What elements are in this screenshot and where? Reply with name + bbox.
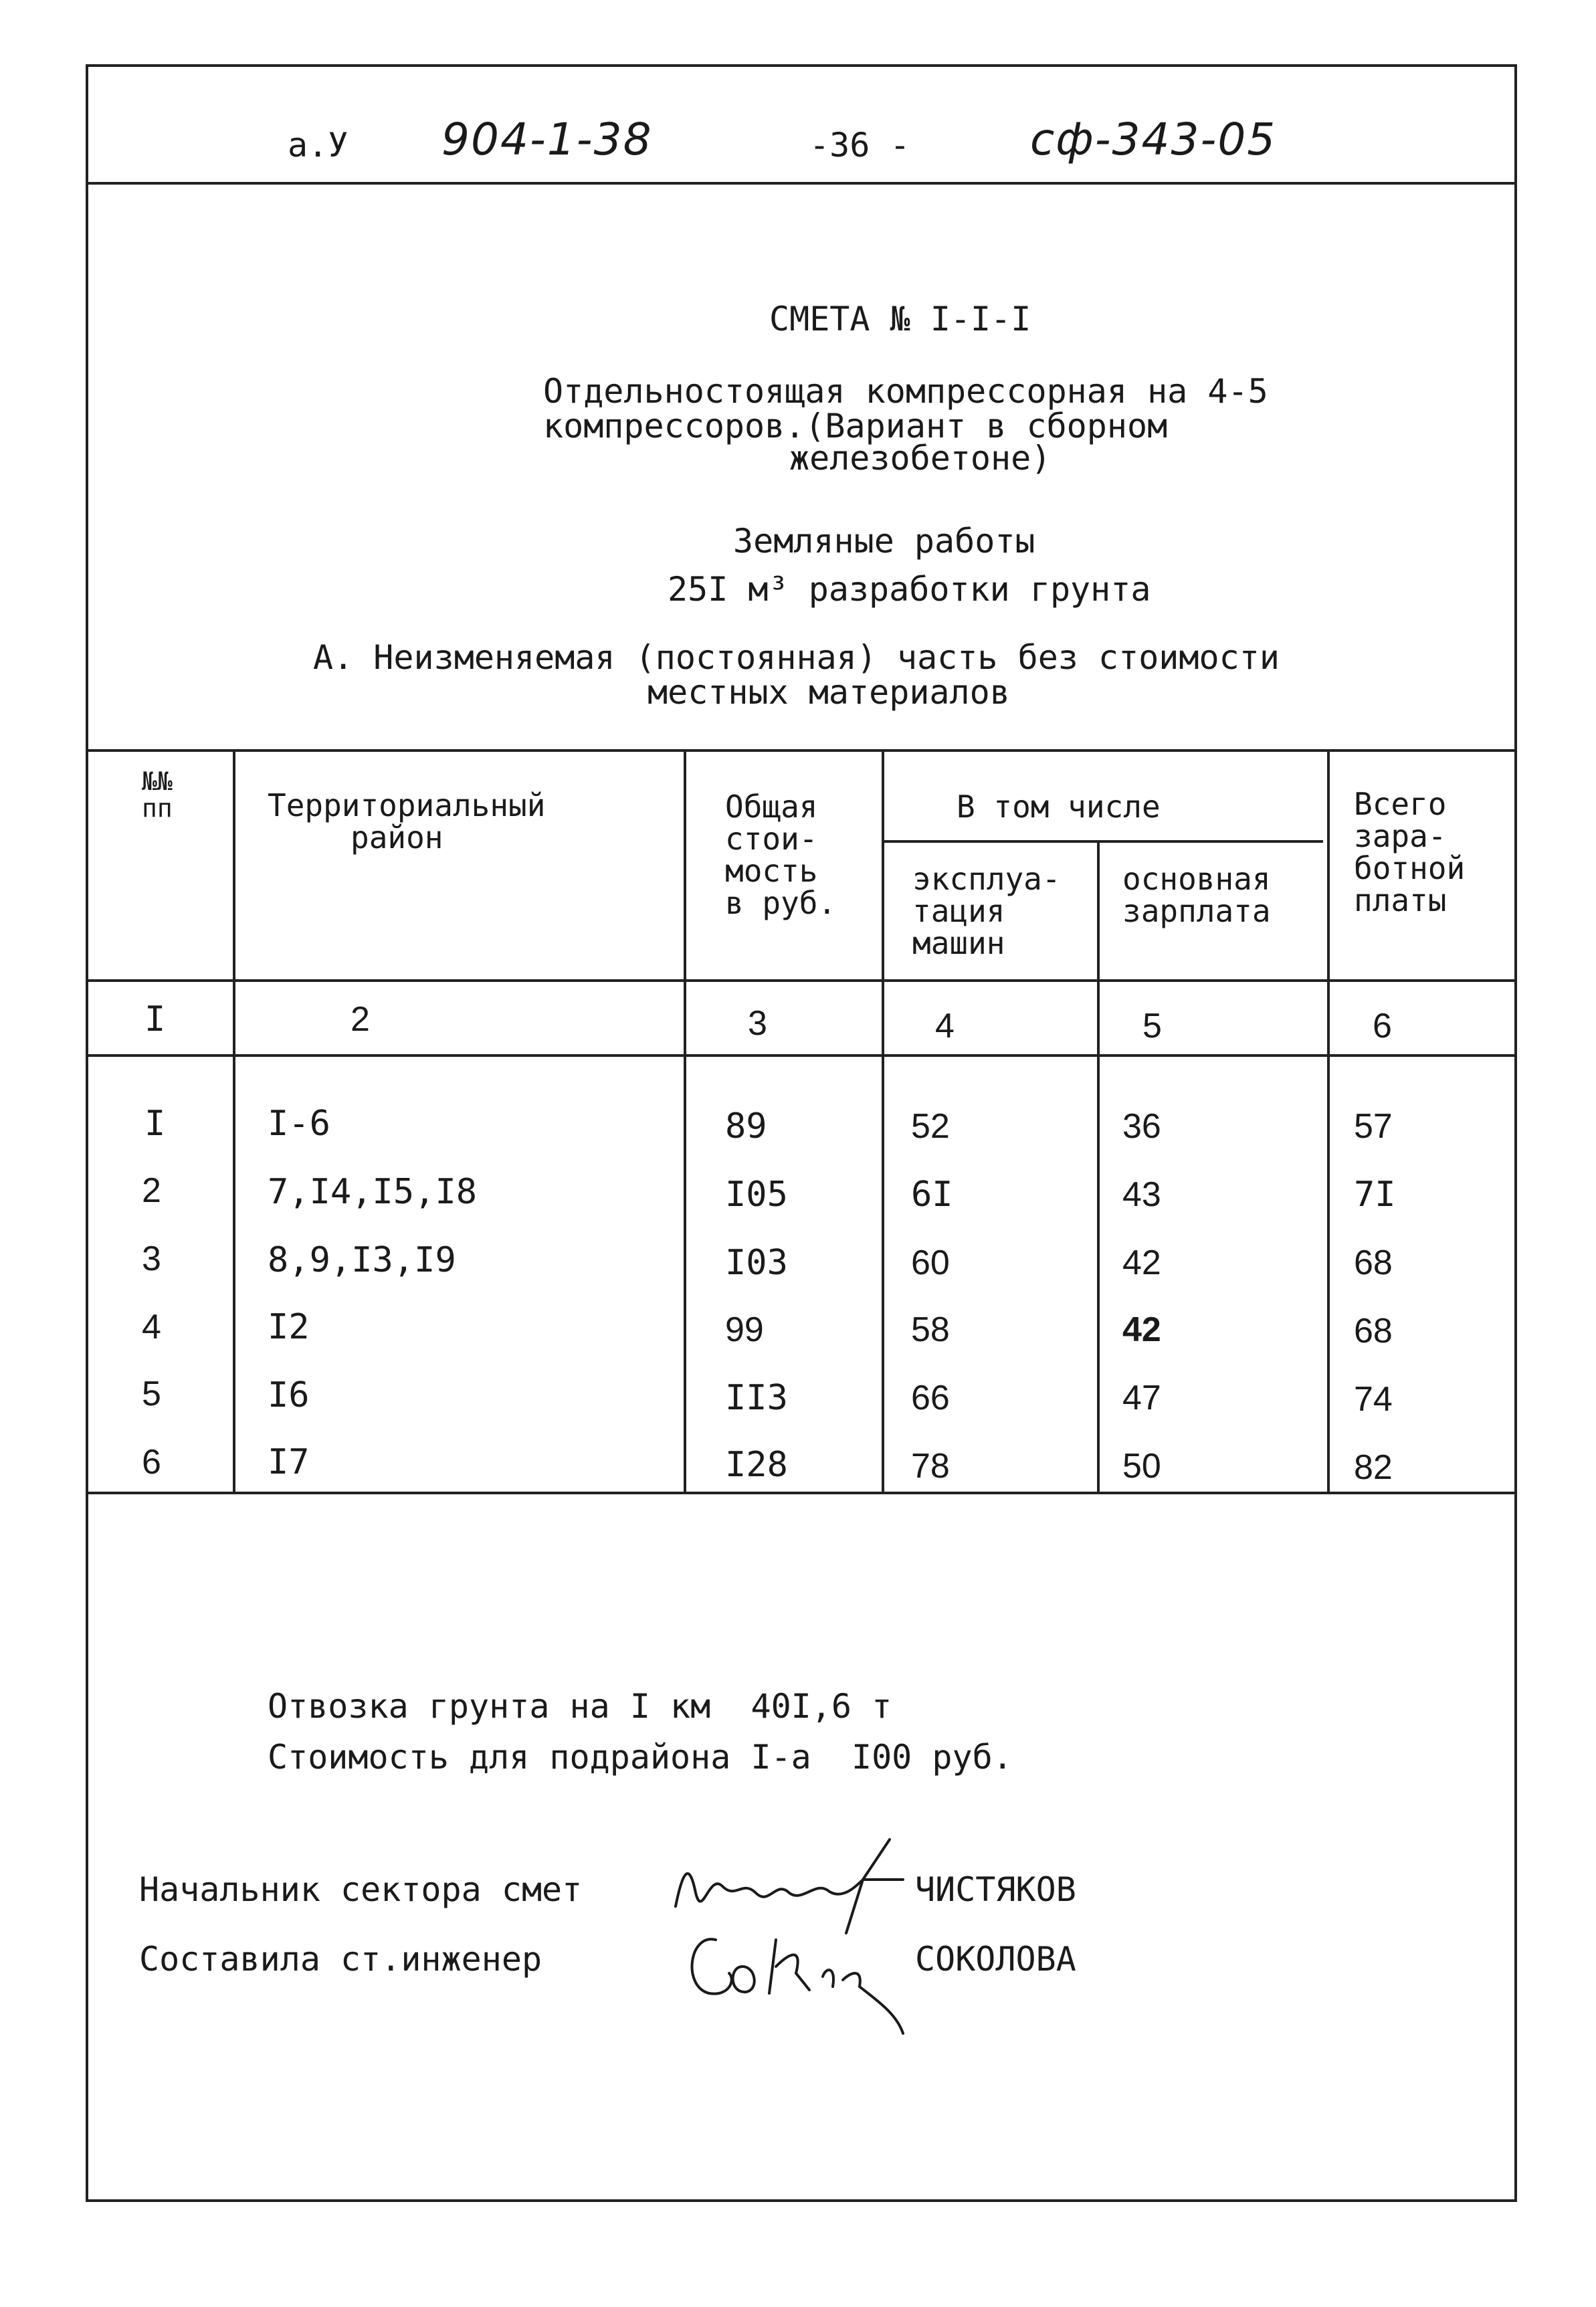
header-num: №№ пп — [142, 767, 173, 823]
header-salary-line-1: основная — [1122, 861, 1271, 897]
row-6-machines: 78 — [911, 1447, 950, 1486]
row-4-wages: 68 — [1354, 1312, 1393, 1350]
subtitle-line-1: Отдельностоящая компрессорная на 4-5 — [543, 372, 1268, 411]
col-divider-3 — [882, 749, 884, 1493]
header-machines-line-3: машин — [912, 925, 1005, 961]
table-bottom-border — [86, 1492, 1517, 1494]
colnum-2: 2 — [351, 1000, 370, 1039]
row-4-machines: 58 — [911, 1310, 950, 1349]
row-4-region: I2 — [268, 1307, 310, 1347]
code-number: 904-1-38 — [441, 114, 653, 165]
header-total-line-4: в руб. — [725, 885, 837, 921]
subheader-divider — [884, 840, 1323, 843]
row-6-salary: 50 — [1122, 1447, 1161, 1486]
row-6-total: I28 — [725, 1445, 788, 1485]
col-divider-5 — [1327, 749, 1330, 1493]
row-5-num: 5 — [142, 1375, 161, 1413]
row-5-salary: 47 — [1122, 1379, 1161, 1417]
col-divider-2 — [684, 749, 686, 1493]
row-4-total: 99 — [725, 1310, 764, 1349]
colnum-5: 5 — [1142, 1007, 1162, 1045]
row-3-region: 8,9,I3,I9 — [268, 1240, 456, 1280]
row-6-region: I7 — [268, 1442, 310, 1482]
row-1-total: 89 — [725, 1106, 767, 1146]
row-5-region: I6 — [268, 1375, 310, 1415]
code-prefix: а.У — [288, 126, 348, 165]
subtitle-line-3: железобетоне) — [789, 439, 1052, 478]
col-divider-1 — [233, 749, 235, 1493]
row-1-num: I — [144, 1104, 166, 1144]
table-top-border — [86, 749, 1517, 752]
header-machines-line-2: тация — [912, 893, 1005, 929]
header-wages-line-4: платы — [1354, 882, 1447, 918]
chief-name: ЧИСТЯКОВ — [915, 1870, 1076, 1909]
author-signature — [676, 1913, 916, 2047]
header-region-line-1: Территориальный — [268, 787, 546, 823]
row-5-machines: 66 — [911, 1379, 950, 1417]
chief-role: Начальник сектора смет — [139, 1870, 583, 1909]
row-1-machines: 52 — [911, 1107, 950, 1146]
row-5-total: II3 — [725, 1378, 788, 1418]
estimate-title: СМЕТА № I-I-I — [769, 300, 1031, 338]
colnum-1: I — [144, 999, 166, 1039]
row-2-machines: 6I — [911, 1175, 953, 1215]
author-role: Составила ст.инженер — [139, 1940, 542, 1979]
header-machines-line-1: эксплуа- — [912, 861, 1061, 897]
row-2-total: I05 — [725, 1175, 788, 1215]
transport-note: Отвозка грунта на I км 40I,6 т — [268, 1687, 892, 1726]
row-6-num: 6 — [142, 1443, 161, 1482]
row-1-salary: 36 — [1122, 1107, 1161, 1146]
row-3-num: 3 — [142, 1239, 161, 1278]
colnum-bottom-border — [86, 1054, 1517, 1057]
part-line-2: местных материалов — [647, 673, 1010, 712]
row-4-num: 4 — [142, 1308, 161, 1346]
row-3-total: I03 — [725, 1243, 788, 1283]
row-2-wages: 7I — [1354, 1175, 1396, 1215]
row-2-region: 7,I4,I5,I8 — [268, 1172, 478, 1212]
row-3-salary: 42 — [1122, 1243, 1161, 1282]
header-total-line-1: Общая — [725, 789, 818, 825]
header-wages-line-2: зара- — [1354, 818, 1447, 854]
row-1-region: I-6 — [268, 1104, 330, 1144]
part-line-1: А. Неизменяемая (постоянная) часть без стоимости — [313, 638, 1280, 677]
row-2-salary: 43 — [1122, 1175, 1161, 1214]
header-wages-line-1: Всего — [1354, 786, 1447, 822]
colnum-6: 6 — [1373, 1007, 1392, 1045]
row-2-num: 2 — [142, 1171, 161, 1210]
colnum-3: 3 — [748, 1004, 767, 1043]
header-bottom-border — [86, 979, 1517, 982]
row-1-wages: 57 — [1354, 1107, 1393, 1146]
subtitle-line-2: компрессоров.(Вариант в сборном — [543, 407, 1168, 445]
header-wages-line-3: ботной — [1354, 850, 1466, 886]
header-region-line-2: район — [351, 819, 443, 856]
header-salary-line-2: зарплата — [1122, 893, 1271, 929]
author-name: СОКОЛОВА — [915, 1940, 1076, 1979]
header-total-line-3: мость — [725, 853, 818, 889]
volume: 25I м³ разработки грунта — [668, 570, 1151, 609]
header-total-line-2: стои- — [725, 821, 818, 857]
cost-note: Стоимость для подрайона I-а I00 руб. — [268, 1738, 1013, 1777]
colnum-4: 4 — [935, 1007, 955, 1045]
row-3-machines: 60 — [911, 1243, 950, 1282]
work-type: Земляные работы — [733, 522, 1035, 561]
col-divider-4 — [1097, 840, 1100, 1493]
album-code: сф-343-05 — [1030, 114, 1277, 165]
header-divider — [86, 182, 1517, 185]
header-including: В том числе — [957, 789, 1161, 825]
row-6-wages: 82 — [1354, 1448, 1393, 1487]
page-number: -36 - — [809, 126, 910, 165]
row-5-wages: 74 — [1354, 1380, 1393, 1419]
row-4-salary: 42 — [1122, 1310, 1161, 1349]
row-3-wages: 68 — [1354, 1243, 1393, 1282]
